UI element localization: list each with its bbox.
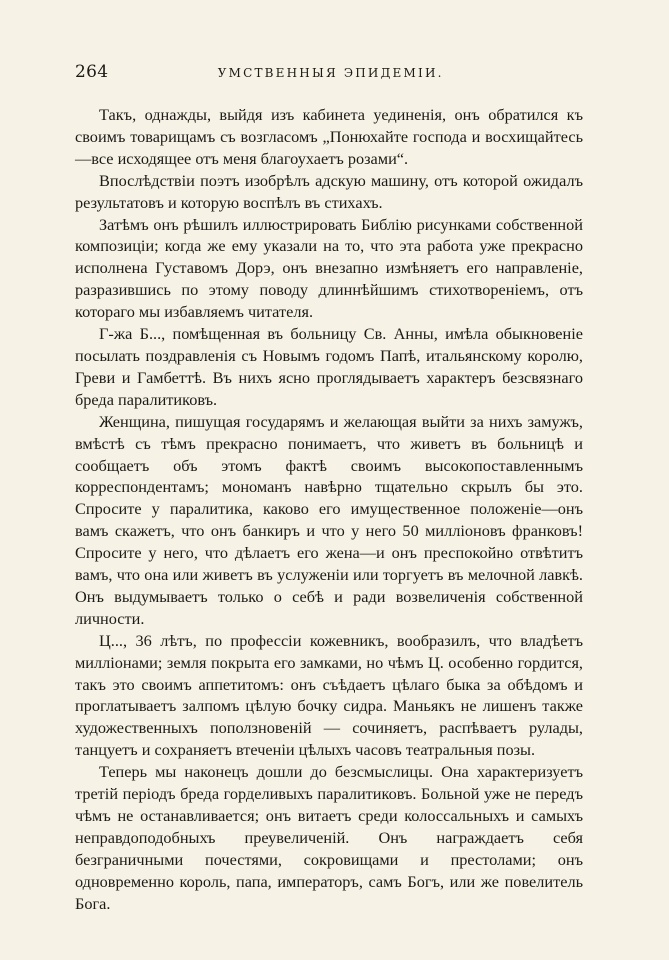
page-number: 264: [75, 62, 109, 82]
page-header: [75, 62, 583, 88]
paragraph: Теперь мы наконецъ дошли до безсмыслицы. Она характеризуетъ третій періодъ бреда горделивыхъ паралитиковъ. Больной уже не передъ чѣмъ не останавливается; онъ витаетъ среди колоссальныхъ и самыхъ неправдоподобныхъ преувеличеній. Онъ награждаетъ себя безграничными почестями, сокровищами и престолами; онъ одновременно король, папа, императоръ, самъ Богъ, или же повелитель Бога.: [75, 762, 583, 913]
body-text: [75, 104, 583, 915]
paragraph: Впослѣдствіи поэтъ изобрѣлъ адскую машину, отъ которой ожидалъ результатовъ и которую воспѣлъ въ стихахъ.: [75, 170, 583, 212]
book-page: [75, 62, 583, 915]
paragraph: Г-жа Б..., помѣщенная въ больницу Св. Анны, имѣла обыкновеніе посылать поздравленія съ Новымъ годомъ Папѣ, итальянскому королю, Греви и Гамбеттѣ. Въ нихъ ясно проглядываетъ характеръ безсвязнаго бреда паралитиковъ.: [75, 324, 583, 409]
paragraph: Затѣмъ онъ рѣшилъ иллюстрировать Библію рисунками собственной композиціи; когда же ему указали на то, что эта работа уже прекрасно исполнена Густавомъ Дорэ, онъ внезапно измѣняетъ его направленіе, разразившись по этому поводу длиннѣйшимъ стихотвореніемъ, отъ котораго мы избавляемъ читателя.: [75, 214, 583, 322]
paragraph: Такъ, однажды, выйдя изъ кабинета уединенія, онъ обратился къ своимъ товарищамъ съ возгласомъ „Понюхайте господа и восхищайтесь—все исходящее отъ меня благоухаетъ розами“.: [75, 105, 583, 168]
running-head: УМСТВЕННЫЯ ЭПИДЕМІИ.: [217, 66, 444, 80]
paragraph: Ц..., 36 лѣтъ, по профессіи кожевникъ, вообразилъ, что владѣетъ милліонами; земля покрыта его замками, но чѣмъ Ц. особенно гордится, такъ это своимъ аппетитомъ: онъ съѣдаетъ цѣлаго быка за обѣдомъ и проглатываетъ залпомъ цѣлую бочку сидра. Маньякъ не лишенъ также художественныхъ поползновеній — сочиняетъ, распѣваетъ рулады, танцуетъ и сохраняетъ втеченіи цѣлыхъ часовъ театральныя позы.: [75, 630, 583, 760]
paragraph: Женщина, пишущая государямъ и желающая выйти за нихъ замужъ, вмѣстѣ съ тѣмъ прекрасно понимаетъ, что живетъ въ больницѣ и сообщаетъ объ этомъ фактѣ своимъ высокопоставленнымъ корреспондентамъ; мономанъ навѣрно тщательно скрылъ бы это. Спросите у паралитика, каково его имущественное положеніе—онъ вамъ скажетъ, что онъ банкиръ и что у него 50 милліоновъ франковъ! Спросите у него, что дѣлаетъ его жена—и онъ преспокойно отвѣтитъ вамъ, что она или живетъ въ услуженіи или торгуетъ въ мелочной лавкѣ. Онъ выдумываетъ только о себѣ и ради возвеличенія собственной личности.: [75, 411, 583, 628]
